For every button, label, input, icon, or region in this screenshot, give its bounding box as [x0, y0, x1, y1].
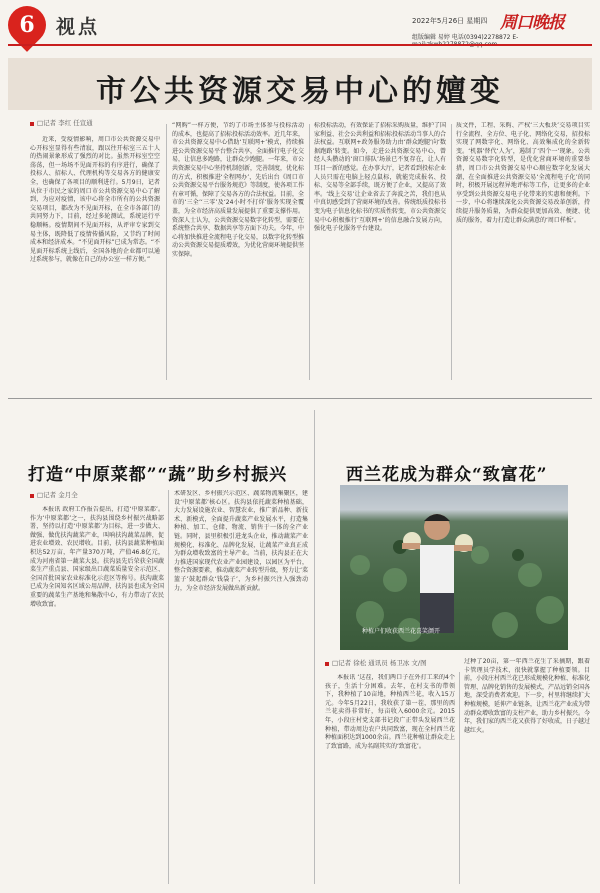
article2-byline: □记者 金月全	[37, 491, 78, 499]
issue-date: 2022年5月26日 星期四	[412, 17, 488, 25]
article3-column-1: 本报讯 ‘这茬，我们两口子在外打工来的4个孩子，生活十分困难。去年，在村支书的带领下，我种植了10亩地，种植西兰花，收入15万元。今年5月22日，我收获了第一茬，那里的西兰花卖得非常好，每亩收入6000余元。2015年，小段庄村党支部书记段广正带头发展西兰花种植，带动周边农户共同致富，现在全村西兰花种植面积达到1000余亩。西兰花种植让群众走上了致富路，成为名副其实的‘致富花’。	[325, 674, 455, 750]
article2-column-2: 术研发区、乡村振兴示范区、蔬菜物流集聚区，建设‘中原菜都’核心区。扶沟县依托蔬菜种植基础，大力发展设施农业、智慧农业，推广新品种、新技术、新模式，全面提升蔬菜产业发展水平，打造集种植、加工、仓储、物流、销售于一体的全产业链。同时，县里积极引进龙头企业，推动蔬菜产业规模化、标准化、品牌化发展，让蔬菜产业真正成为群众增收致富的主导产业。当前，扶沟县正在大力推进国家现代农业产业园建设，以园区为平台，整合资源要素，推动蔬菜产业转型升级，努力让‘菜篮子’鼓起群众‘钱袋子’，为乡村振兴注入强劲动力，为全市经济发展做出新贡献。	[174, 490, 308, 592]
section-name: 视点	[56, 16, 101, 38]
column-divider	[314, 410, 315, 884]
section-divider	[8, 398, 592, 399]
header-rule	[8, 44, 592, 46]
bullet-dot	[325, 662, 329, 666]
article2-title: 打造“中原菜都”“蔬”助乡村振兴	[28, 465, 288, 485]
newspaper-logo: 周口晚报	[500, 13, 564, 33]
article1-byline: □记者 李红 任宣通	[37, 119, 93, 127]
article3-byline: □记者 徐松 通讯员 杨卫冰 文/图	[332, 659, 427, 667]
bullet-dot	[30, 494, 34, 498]
column-divider	[309, 124, 310, 380]
article1-column-2: “网购”一样方便，节约了市场主体参与投标活动的成本，也提高了招标投标活动效率。近几年来，市公共资源交易中心借助‘互联网+’模式，持续推进公共资源交易平台整合共享，全面推行电子化交易，让信息多跑路，让群众少跑腿。一年来，市公共资源交易中心坚持机制创新，完善制度，优化标的方式，积极推进‘全程网办’，先后出台《周口市公共资源交易平台服务规范》等制度，使各项工作有章可循，保障了交易各方的合法权益。目前，全市的‘三全’‘三零’及‘24小时不打烊’服务实现全覆盖，为全市经济高质量发展提供了重要支撑作用。资深人士认为，公共资源交易数字化转型，需要在系统整合共享、数据共享等方面下功夫。今年，中心将加快推进全流程电子化交易，以数字化转型推动公共资源交易提质增效，为优化营商环境提供坚实保障。	[172, 122, 304, 258]
article3-title: 西兰花成为群众“致富花”	[346, 465, 548, 485]
bullet-dot	[30, 122, 34, 126]
article2-column-1: 本报讯 政府工作报告提出，打造‘中原菜都’。作为‘中原菜都’之一，扶沟县围绕乡村振兴战略部署，坚持以打造‘中原菜都’为目标，进一步做大、做强、做优扶沟蔬菜产业，叫响扶沟蔬菜品牌，促进农业增效、农民增收。目前，扶沟县蔬菜种植面积达52万亩，年产量370万吨，产值46.8亿元，成为河南省第一蔬菜大县。扶沟县先后荣获全国蔬菜生产重点县、国家级出口蔬菜质量安全示范区、全国首批国家农业标准化示范区等称号。扶沟蔬菜已成为全国知名区域公用品牌，扶沟县也成为全国重要的蔬菜生产基地和集散中心，有力带动了农民增收致富。	[30, 506, 164, 608]
article3-column-2: 过种了20亩，第一年西兰花生了采摘期，跟着卡管理员学技术，很快就掌握了种植要领。目前，小段庄村西兰花已形成规模化种植、标准化管理、品牌化销售的发展模式，产品远销全国各地，深受消费者欢迎。下一步，村里将继续扩大种植规模，延伸产业链条，让西兰花产业成为带动群众增收致富的支柱产业，助力乡村振兴。今年，我们家的西兰花又获得了好收成，日子越过越红火。	[464, 658, 590, 734]
article1-column-1: 近来，受疫情影响，周口市公共资源交易中心开标室显得有些清寂，跟以往开标室三五十人的热闹景象形成了强烈的对比。虽然开标室空空荡荡，但一场场不见面开标的有序进行，确保了投标人、招标人、代理机构等交易各方的健康安全，也确保了各项目的顺利进行。5月9日，记者从位于市民之家的周口市公共资源交易中心了解到，为应对疫情，该中心将全市所有的公共资源交易项目，都改为不见面开标，在全市各部门的共同努力下，目前，经过多轮测试，系统运行平稳顺畅。疫情期间不见面开标，从评审专家到交易主体，既降低了疫情传播风险，又节约了时间成本和经济成本。“不见面开标”已成为常态。“不见面开标系统上线后，全国各地的企业都可以通过系统参与，就像在自己的办公室一样方便。”	[30, 136, 160, 264]
column-divider	[451, 124, 452, 380]
column-divider	[168, 490, 169, 884]
editor-line: 组版编辑 易婷 电话(0394)2278872 E-	[412, 34, 519, 41]
column-divider	[459, 672, 460, 884]
page-number: 6	[19, 12, 35, 38]
article1-column-4: 质文件，工程、采购、产权‘三大板块’交易项目实行全流程、全方位、电子化、网络化交易，招投标实现了网数字化、网络化、高效集成化的全新转变。‘机器’替代‘人为’，遏制了‘四个一’现象。公共资源交易数字化转型，是优化营商环境的重要举措，周口市公共资源交易中心顺应数字化发展大潮，在全面推进公共资源交易‘全流程电子化’的同时，积极开展远程异地评标等工作，让更多的企业享受到公共资源交易电子化带来的实惠和便利。下一步，中心将继续深化公共资源交易改革创新，持续提升服务质量，为群众提供更加高效、便捷、优质的服务，着力打造让群众满意的‘周口样板’。	[456, 122, 590, 224]
article1-column-3: 标投标活动，有效保证了招标采购质量，维护了国家利益、社会公共利益和招标投标活动当事人的合法权益。互联网+政务服务助力由‘群众跑腿’向‘数据跑路’转变。如今，走进公共资源交易中心，曾经人头攒动的‘窗口排队’场景已不复存在，让人有耳目一新的感觉。在办事大厅，记者看到投标企业人员只需在电脑上轻点鼠标，就能完成报名、投标、交易等全部手续，既方便了企业，又提高了效率。‘线上交易’让企业省去了奔波之苦，我们也从中真切感受到了营商环境的改善。传统纸质投标书变为电子信息化标书的实质性转变，市公共资源交易中心积极推行‘互联网+’的信息融合发展方向，强化电子化服务平台建设。	[314, 122, 446, 233]
photo-caption: 种植户们收获西兰花喜笑颜开	[362, 628, 441, 635]
column-divider	[166, 124, 167, 380]
article1-title: 市公共资源交易中心的嬗变	[96, 74, 504, 109]
